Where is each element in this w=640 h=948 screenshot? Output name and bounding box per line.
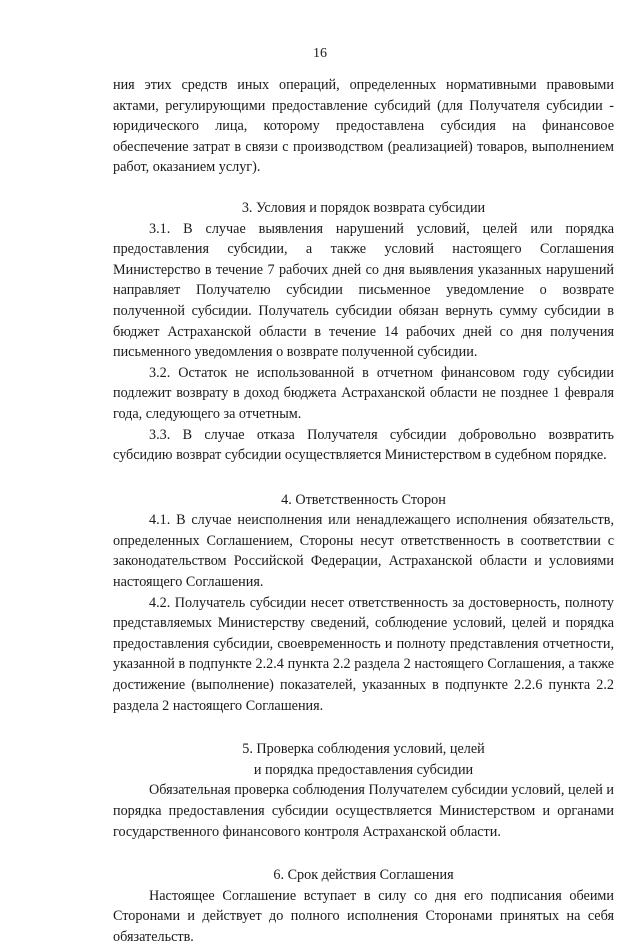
section-6-heading: 6. Срок действия Соглашения bbox=[273, 867, 454, 884]
page-number: 16 bbox=[313, 46, 327, 61]
section-4-heading: 4. Ответственность Сторон bbox=[281, 491, 446, 508]
section-3-paragraph-1: 3.1. В случае выявления нарушений условий, целей или порядка предоставления субсидии, а также условий настоящего Соглашения Министерство в течение 7 рабочих дней со дня выявления указанных нарушений направляет Получателю субсидии письменное уведомление о возврате полученной субсидии. Получатель субсидии обязан вернуть сумму субсидии в бюджет Астраханской области в течение 14 рабочих дней со дня получения письменного уведомления о возврате полученной субсидии. bbox=[113, 220, 614, 361]
document-body bbox=[113, 75, 614, 948]
section-3-heading: 3. Условия и порядок возврата субсидии bbox=[241, 199, 486, 216]
section-5-heading-line-2: и порядка предоставления субсидии bbox=[253, 761, 474, 778]
section-3-paragraph-2: 3.2. Остаток не использованной в отчетном финансовом году субсидии подлежит возврату в доход бюджета Астраханской области не позднее 1 февраля года, следующего за отчетным. bbox=[113, 364, 614, 422]
section-6-paragraph-1: Настоящее Соглашение вступает в силу со дня его подписания обеими Сторонами и действует до полного исполнения Сторонами принятых на себя обязательств. bbox=[113, 887, 614, 945]
section-4-paragraph-2: 4.2. Получатель субсидии несет ответственность за достоверность, полноту представляемых Министерству сведений, соблюдение условий, целей и порядка предоставления субсидии, своевременность и полноту представления отчетности, указанной в подпункте 2.2.4 пункта 2.2 раздела 2 настоящего Соглашения, а также достижение (выполнение) показателей, указанных в подпункте 2.2.6 пункта 2.2 раздела 2 настоящего Соглашения. bbox=[113, 594, 614, 714]
section-5-paragraph-1: Обязательная проверка соблюдения Получателем субсидии условий, целей и порядка предоставления субсидии осуществляется Министерством и органами государственного финансового контроля Астраханской области. bbox=[113, 782, 614, 840]
section-3-paragraph-3: 3.3. В случае отказа Получателя субсидии добровольно возвратить субсидию возврат субсидии осуществляется Министерством в судебном порядке. bbox=[113, 426, 614, 464]
section-5-heading-line-1: 5. Проверка соблюдения условий, целей bbox=[242, 741, 485, 758]
section-4-paragraph-1: 4.1. В случае неисполнения или ненадлежащего исполнения обязательств, определенных Соглашением, Стороны несут ответственность в соответствии с законодательством Российской Федерации, Астраханской области и условиями настоящего Соглашения. bbox=[113, 512, 614, 591]
intro-paragraph: ния этих средств иных операций, определенных нормативными правовыми актами, регулирующими предоставление субсидий (для Получателя субсидии - юридического лица, которому предоставлена субсидия на финансовое обеспечение затрат в связи с производством (реализацией) товаров, выполнением работ, оказанием услуг). bbox=[113, 77, 614, 176]
